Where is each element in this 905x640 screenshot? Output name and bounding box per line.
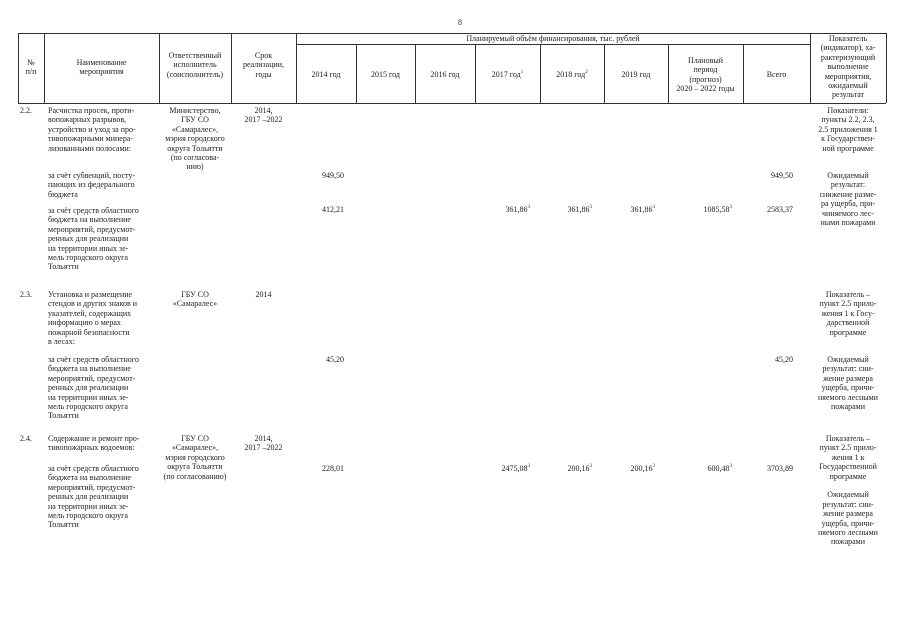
row-2-4-name: Содержание и ремонт про- тивопожарных водоемов: (48, 434, 140, 453)
col-sep-4 (296, 33, 297, 103)
row-2-2-term: 2014, 2017 –2022 (244, 106, 283, 125)
row-2-3-responsible: ГБУ СО «Самаралес» (172, 290, 218, 309)
header-2014: 2014 год (311, 70, 341, 79)
row-2-3-expected-result: Ожидаемый результат: сни- жение размера ущерба, причи- няемого лесными пожарами (818, 355, 878, 412)
table-right-border (886, 33, 887, 103)
row-2-2-federal-source: за счёт субвенций, посту- пающих из федерального бюджета (48, 171, 136, 199)
row-2-2-federal-2014: 949,50 (322, 171, 344, 180)
row-2-2-regional-total: 2583,37 (767, 205, 793, 214)
header-2015: 2015 год (371, 70, 400, 79)
header-plan-period: Плановый период (прогноз) 2020 – 2022 годы (676, 56, 735, 94)
row-2-2-name: Расчистка просек, проти- вопожарных разрывов, устройство и уход за про- тивопожарными минера- лизованными полосами: (48, 106, 136, 153)
row-2-4-regional-plan: 600,48$^3$ (707, 464, 732, 473)
row-2-4-term: 2014, 2017 –2022 (244, 434, 283, 453)
header-2018: 2018 год$^2$ (556, 70, 588, 79)
row-2-4-regional-total: 3703,89 (767, 464, 793, 473)
row-2-2-regional-2014: 412,21 (322, 205, 344, 214)
row-2-3-num: 2.3. (20, 290, 32, 299)
header-financing: Планируемый объём финансирования, тыс. рублей (466, 34, 640, 43)
row-2-2-regional-2019: 361,86$^3$ (630, 205, 655, 214)
row-2-4-num: 2.4. (20, 434, 32, 443)
header-2016: 2016 год (430, 70, 460, 79)
row-2-4-regional-2017: 2475,08$^3$ (501, 464, 530, 473)
header-bottom-border (18, 103, 886, 104)
row-2-2-regional-source: за счёт средств областного бюджета на выполнение мероприятий, предусмот- ренных для реализации на территории иных зе- мель городского округа Тольятти (48, 206, 139, 272)
row-2-3-indicator: Показатель – пункт 2.5 прило- жения 1 к Госу- дарственной программе (819, 290, 877, 337)
row-2-4-indicator: Показатель – пункт 2.5 прило- жения 1 к Государственной программе Ожидаемый результат: сни- жение размера ущерба, причи- няемого лесными пожарами (818, 434, 878, 547)
row-2-2-regional-2018: 361,86$^3$ (567, 205, 592, 214)
header-2017: 2017 год$^1$ (491, 70, 524, 79)
row-2-3-regional-2014: 45,20 (326, 355, 344, 364)
row-2-2-expected-result: Ожидаемый результат: снижение разме- ра ущерба, при- чиняемого лес- ными пожарами (819, 171, 877, 228)
row-2-3-name: Установка и размещение стендов и других знаков и указателей, содержащих информацию о мерах пожарной безопасности в лесах: (48, 290, 138, 347)
header-num: № п/п (25, 58, 37, 77)
header-total: Всего (766, 70, 787, 79)
row-2-2-regional-2017: 361,86$^3$ (505, 205, 530, 214)
row-2-3-term: 2014 (255, 290, 272, 299)
row-2-4-responsible: ГБУ СО «Самаралес», мэрия городского округа Тольятти (по согласованию) (163, 434, 227, 481)
row-2-4-regional-2019: 200,16$^3$ (630, 464, 655, 473)
header-name: Наименование мероприятия (76, 58, 127, 77)
row-2-2-federal-total: 949,50 (771, 171, 793, 180)
row-2-3-regional-source: за счёт средств областного бюджета на выполнение мероприятий, предусмот- ренных для реализации на территории иных зе- мель городского округа Тольятти (48, 355, 139, 421)
financing-subheader-border (296, 44, 810, 45)
row-2-4-regional-source: за счёт средств областного бюджета на выполнение мероприятий, предусмот- ренных для реализации на территории иных зе- мель городского округа Тольятти (48, 464, 139, 530)
row-2-2-num: 2.2. (20, 106, 32, 115)
row-2-2-regional-plan: 1085,58$^3$ (703, 205, 732, 214)
row-2-4-regional-2014: 228,01 (322, 464, 344, 473)
page-number: 8 (458, 18, 462, 27)
row-2-3-regional-total: 45,20 (775, 355, 793, 364)
row-2-2-indicator: Показатели: пункты 2.2, 2.3, 2.5 приложения 1 к Государствен- ной программе (818, 106, 878, 153)
row-2-4-regional-2018: 200,16$^3$ (567, 464, 592, 473)
header-2019: 2019 год (621, 70, 651, 79)
header-indicator: Показатель (индикатор), ха- рактеризующий выполнение мероприятия, ожидаемый результат (820, 34, 876, 100)
header-term: Срок реализации, годы (242, 51, 285, 79)
row-2-2-responsible: Министерство, ГБУ СО «Самаралес», мэрия городского округа Тольятти (по согласова- нию) (165, 106, 225, 172)
header-responsible: Ответственный исполнитель (соисполнитель) (166, 51, 224, 79)
